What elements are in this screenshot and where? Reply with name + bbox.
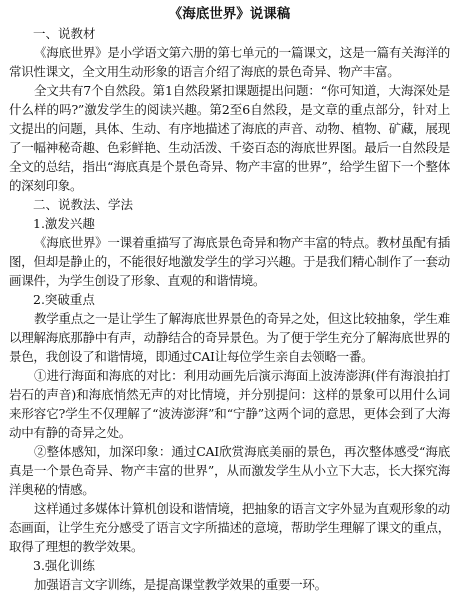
paragraph: 加强语言文字训练，是提高课堂教学效果的重要一环。 [34,577,327,592]
paragraph: ①进行海面和海底的对比：利用动画先后演示海面上波涛澎湃(伴有海浪拍打岩石的声音)和海底悄然无声的对比情境，并分别提问：这样的景象可以用什么词来形容它?学生不仅理解了“波涛澎湃”和“宁静”这两个词的意思，更体会到了大海动中有静的奇异之处。 [9,368,450,440]
paragraph: 《海底世界》一课着重描写了海底景色奇异和物产丰富的特点。教材虽配有插图，但却是静止的，不能很好地激发学生的学习兴趣。于是我们精心制作了一套动画课件，为学生创设了形象、直观的和谐情境。 [9,235,450,288]
section-heading: 一、说教材 [33,26,96,41]
paragraph: ②整体感知，加深印象：通过CAI欣赏海底美丽的景色，再次整体感受“海底真是一个景色奇异、物产丰富的世界”，从而激发学生从小立下大志，长大探究海洋奥秘的情感。 [9,444,450,497]
document-body [9,24,450,594]
paragraph: 全文共有7个自然段。第1自然段紧扣课题提出问题：“你可知道，大海深处是什么样的吗?”激发学生的阅读兴趣。第2至6自然段，是文章的重点部分，针对上文提出的问题，具体、生动、有序地描述了海底的声音、动物、植物、矿藏，展现了一幅神秘奇趣、色彩鲜艳、生动活泼、千姿百态的海底世界图。最后一自然段是全文的总结，指出“海底真是个景色奇异、物产丰富的世界”，给学生留下一个整体的深刻印象。 [9,83,450,193]
paragraph: 《海底世界》是小学语文第六册的第七单元的一篇课文，这是一篇有关海洋的常识性课文，全文用生动形象的语言介绍了海底的景色奇异、物产丰富。 [9,45,450,79]
section-heading: 2.突破重点 [33,292,95,307]
section-heading: 1.激发兴趣 [33,216,95,231]
document-title: 《海底世界》说课稿 [168,6,291,22]
paragraph: 这样通过多媒体计算机创设和谐情境，把抽象的语言文字外显为直观形象的动态画面，让学生充分感受了语言文字所描述的意境，帮助学生理解了课文的重点，取得了理想的教学效果。 [9,501,450,554]
paragraph: 教学重点之一是让学生了解海底世界景色的奇异之处，但这比较抽象，学生难以理解海底那静中有声，动静结合的奇异景色。为了便于学生充分了解海底世界的景色，我创设了和谐情境，即通过CAI让每位学生亲自去领略一番。 [9,311,450,364]
section-heading: 二、说教法、学法 [33,197,134,212]
section-heading: 3.强化训练 [33,558,95,573]
